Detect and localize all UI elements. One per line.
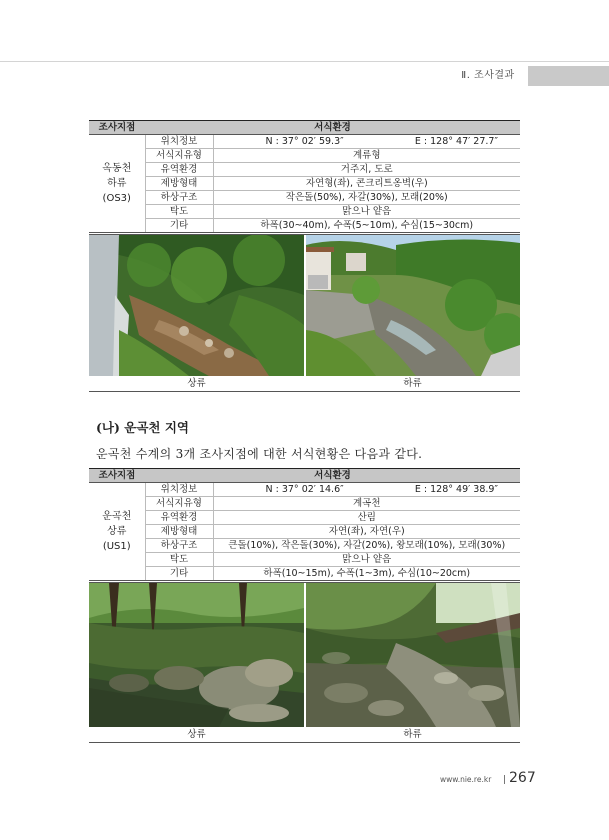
photo-captions-os3 (89, 377, 520, 392)
row-label: 위치정보 (145, 483, 213, 497)
location-value (213, 135, 520, 149)
page-footer (440, 768, 540, 788)
habitat-table-os3 (89, 120, 520, 233)
row-label: 탁도 (145, 553, 213, 567)
row-value: 큰돌(10%), 작은돌(30%), 자갈(20%), 왕모래(10%), 모래(30%) (213, 539, 520, 553)
row-label: 서식지유형 (145, 149, 213, 163)
footer-divider (504, 775, 505, 784)
chapter-tab (528, 66, 609, 86)
photo-captions-us1 (89, 728, 520, 743)
col-site-header: 조사지점 (89, 121, 145, 135)
intro-paragraph: 운곡천 수계의 3개 조사지점에 대한 서식현황은 다음과 같다. (96, 447, 423, 461)
row-value: 자연형(좌), 콘크리트옹벽(우) (213, 177, 520, 191)
page-number: 267 (509, 770, 536, 786)
row-value: 하폭(30~40m), 수폭(5~10m), 수심(15~30cm) (213, 219, 520, 233)
longitude: E : 128° 47′ 27.7″ (414, 136, 498, 147)
row-label: 위치정보 (145, 135, 213, 149)
row-value: 계류형 (213, 149, 520, 163)
caption-downstream: 하류 (403, 729, 422, 740)
row-value: 하폭(10~15m), 수폭(1~3m), 수심(10~20cm) (213, 567, 520, 581)
latitude: N : 37° 02′ 14.6″ (265, 484, 344, 495)
col-habitat-header: 서식환경 (145, 121, 520, 135)
row-label: 서식지유형 (145, 497, 213, 511)
row-label: 기타 (145, 567, 213, 581)
row-label: 기타 (145, 219, 213, 233)
row-value: 맑으나 얕음 (213, 205, 520, 219)
row-value: 계곡천 (213, 497, 520, 511)
site-name: 운곡천 상류 (US1) (89, 483, 145, 581)
latitude: N : 37° 02′ 59.3″ (265, 136, 344, 147)
footer-url: www.nie.re.kr (440, 775, 492, 784)
row-value: 작은돌(50%), 자갈(30%), 모래(20%) (213, 191, 520, 205)
row-label: 유역환경 (145, 511, 213, 525)
section-title: (나) 운곡천 지역 (96, 420, 189, 435)
row-value: 자연(좌), 자연(우) (213, 525, 520, 539)
photo-downstream-us1 (306, 583, 520, 727)
col-site-header: 조사지점 (89, 469, 145, 483)
site-name: 옥동천 하류 (OS3) (89, 135, 145, 233)
caption-upstream: 상류 (187, 378, 206, 389)
row-label: 제방형태 (145, 525, 213, 539)
photo-downstream-os3 (306, 235, 520, 376)
photo-upstream-us1 (89, 583, 304, 727)
longitude: E : 128° 49′ 38.9″ (414, 484, 498, 495)
chapter-label: Ⅱ. 조사결과 (461, 70, 515, 81)
row-value: 거주지, 도로 (213, 163, 520, 177)
row-value: 산림 (213, 511, 520, 525)
col-habitat-header: 서식환경 (145, 469, 520, 483)
location-value (213, 483, 520, 497)
row-label: 하상구조 (145, 539, 213, 553)
header-rule (0, 61, 609, 62)
caption-upstream: 상류 (187, 729, 206, 740)
row-label: 탁도 (145, 205, 213, 219)
row-label: 하상구조 (145, 191, 213, 205)
habitat-table-us1 (89, 468, 520, 581)
photo-upstream-os3 (89, 235, 304, 376)
caption-downstream: 하류 (403, 378, 422, 389)
row-label: 유역환경 (145, 163, 213, 177)
row-label: 제방형태 (145, 177, 213, 191)
row-value: 맑으나 얕음 (213, 553, 520, 567)
